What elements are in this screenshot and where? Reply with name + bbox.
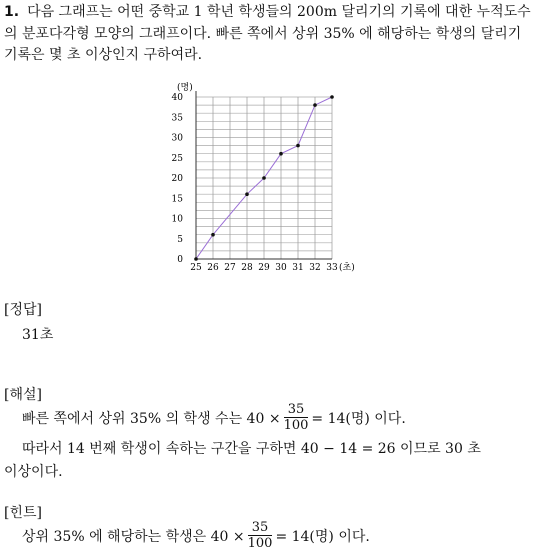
x-tick-label: 25 <box>190 263 202 273</box>
y-axis-label: (명) <box>177 83 193 93</box>
x-tick-label: 30 <box>275 263 287 273</box>
x-tick-label: 31 <box>292 263 304 273</box>
hint-line <box>22 520 370 551</box>
question-text: 다음 그래프는 어떤 중학교 1 학년 학생들의 200m 달리기의 기록에 대한 누적도수의 분포다각형 모양의 그래프이다. 빠른 쪽에서 상위 35% 에 해당하는 학생의 달리기 기록은 몇 초 이상인지 구하여라. <box>4 4 531 63</box>
x-tick-label: 28 <box>241 263 253 273</box>
y-tick-label: 35 <box>171 113 183 124</box>
hint-text-b: = 14(명) 이다. <box>275 528 370 545</box>
y-tick-label: 30 <box>171 133 183 144</box>
data-point <box>296 144 300 148</box>
y-tick-label: 15 <box>171 194 183 205</box>
explanation-fraction <box>284 402 309 433</box>
data-point <box>245 192 249 196</box>
hint-fraction <box>248 520 273 551</box>
x-tick-label: 29 <box>258 263 270 273</box>
data-point <box>279 152 283 156</box>
y-tick-label: 20 <box>171 174 183 184</box>
y-tick-label: 5 <box>177 234 183 245</box>
explanation-text-b: = 14(명) 이다. <box>311 410 406 427</box>
data-point <box>330 95 334 99</box>
y-tick-label: 25 <box>171 153 183 164</box>
y-tick-label: 10 <box>171 214 183 225</box>
hint-text-a: 상위 35% 에 해당하는 학생은 40 × <box>22 528 245 545</box>
hint-fraction-denominator: 100 <box>247 536 273 551</box>
answer-value: 31초 <box>22 327 54 343</box>
y-tick-label: 40 <box>171 93 183 103</box>
answer-label: [정답] <box>4 302 42 318</box>
y-tick-label: 0 <box>177 255 183 265</box>
x-axis-label: (초) <box>339 263 355 273</box>
data-point <box>211 233 215 237</box>
x-tick-label: 32 <box>309 263 321 273</box>
explanation-line-3: 이상이다. <box>4 464 63 480</box>
explanation-line-1 <box>22 402 406 433</box>
fraction-denominator: 100 <box>283 418 309 433</box>
chart-ticks <box>172 93 338 273</box>
data-point <box>262 176 266 180</box>
data-point <box>313 103 317 107</box>
x-tick-label: 27 <box>224 263 236 273</box>
explanation-text-a: 빠른 쪽에서 상위 35% 의 학생 수는 40 × <box>22 410 281 427</box>
hint-label: [힌트] <box>4 505 42 521</box>
data-point <box>194 257 198 261</box>
x-tick-label: 33 <box>326 263 338 273</box>
explanation-label: [해설] <box>4 387 42 403</box>
hint-fraction-numerator: 35 <box>248 520 273 536</box>
fraction-numerator: 35 <box>284 402 309 418</box>
x-tick-label: 26 <box>207 263 219 273</box>
explanation-line-2: 따라서 14 번째 학생이 속하는 구간을 구하면 40 − 14 = 26 이므로 30 초 <box>22 441 481 457</box>
question-number: 1. <box>4 4 20 20</box>
